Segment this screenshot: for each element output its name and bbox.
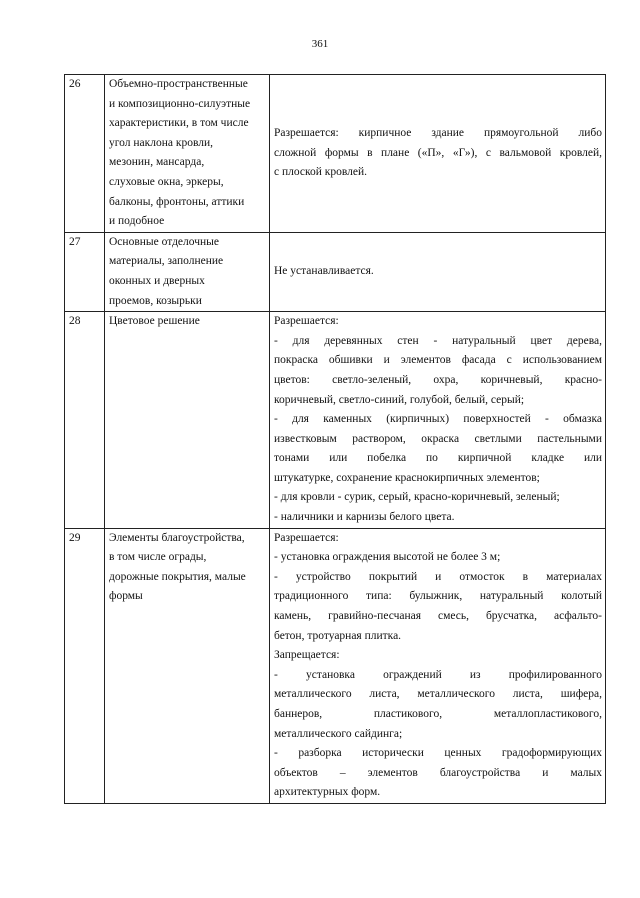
regulations-table	[64, 74, 606, 804]
requirement-line: покраска обшивки и элементов фасада с использованием	[274, 354, 602, 367]
requirement-line: камень, гравийно-песчаная смесь, брусчатка, асфальто-	[274, 610, 602, 623]
requirement-line: бетон, тротуарная плитка.	[274, 629, 402, 642]
requirement-line: - для каменных (кирпичных) поверхностей - обмазка	[274, 413, 602, 426]
requirement-line: металлического листа, металлического листа, шифера,	[274, 688, 602, 701]
requirement-cell	[270, 312, 606, 529]
requirement-line: Разрешается:	[274, 315, 339, 328]
requirement-line: - для деревянных стен - натуральный цвет дерева,	[274, 334, 602, 347]
requirement-line: тонами или побелка по кирпичной кладке или	[274, 452, 602, 465]
parameter-line: оконных и дверных	[109, 274, 205, 287]
table-row	[65, 312, 606, 529]
requirement-line: металлического сайдинга;	[274, 727, 403, 740]
row-number-cell: 26	[65, 75, 105, 233]
row-number-cell: 28	[65, 312, 105, 529]
requirement-line: баннеров, пластикового, металлопластикового,	[274, 708, 602, 720]
parameter-cell	[105, 312, 270, 529]
requirement-line: коричневый, светло-синий, голубой, белый, серый;	[274, 393, 525, 406]
requirement-line: традиционного типа: булыжник, натуральный колотый	[274, 590, 602, 603]
parameter-line: проемов, козырьки	[109, 294, 202, 307]
parameter-cell	[105, 528, 270, 803]
requirement-line: - разборка исторически ценных градоформирующих	[274, 747, 602, 760]
parameter-line: характеристики, в том числе	[109, 117, 249, 130]
parameter-line: угол наклона кровли,	[109, 136, 213, 149]
parameter-line: Цветовое решение	[109, 315, 200, 328]
parameter-line: Основные отделочные	[109, 235, 219, 248]
requirement-line: Не устанавливается.	[274, 265, 374, 278]
requirement-line: Разрешается: кирпичное здание прямоугольной либо	[274, 126, 602, 139]
table-row	[65, 232, 606, 311]
parameter-line: и композиционно-силуэтные	[109, 97, 251, 110]
requirement-line: с плоской кровлей.	[274, 166, 368, 179]
parameter-line: Элементы благоустройства,	[109, 531, 245, 544]
requirement-line: штукатурке, сохранение краснокирпичных элементов;	[274, 471, 540, 484]
row-number-cell: 27	[65, 232, 105, 311]
parameter-line: мезонин, мансарда,	[109, 156, 205, 169]
parameter-line: формы	[109, 590, 143, 603]
parameter-cell	[105, 75, 270, 233]
parameter-line: Объемно-пространственные	[109, 78, 248, 90]
requirement-line: - установка ограждений из профилированного	[274, 668, 602, 681]
requirement-line: - установка ограждения высотой не более 3 м;	[274, 551, 501, 564]
requirement-cell	[270, 528, 606, 803]
parameter-line: дорожные покрытия, малые	[109, 570, 246, 583]
requirement-line: - наличники и карнизы белого цвета.	[274, 511, 455, 524]
requirement-line: Запрещается:	[274, 649, 340, 662]
requirement-line: архитектурных форм.	[274, 786, 381, 799]
parameter-line: материалы, заполнение	[109, 255, 224, 268]
parameter-line: в том числе ограды,	[109, 551, 207, 564]
row-number-cell: 29	[65, 528, 105, 803]
parameter-line: и подобное	[109, 215, 165, 228]
requirement-line: цветов: светло-зеленый, охра, коричневый, красно-	[274, 373, 602, 386]
requirement-cell	[270, 232, 606, 311]
page-number: 361	[311, 38, 329, 50]
requirement-line: известковым раствором, окраска светлыми пастельными	[274, 432, 602, 445]
requirement-line: - устройство покрытий и отмосток в материалах	[274, 570, 602, 583]
parameter-line: балконы, фронтоны, аттики	[109, 195, 245, 208]
table-row	[65, 75, 606, 233]
requirement-cell	[270, 75, 606, 233]
parameter-cell	[105, 232, 270, 311]
table-row	[65, 528, 606, 803]
requirement-line: Разрешается:	[274, 531, 339, 544]
requirement-line: - для кровли - сурик, серый, красно-коричневый, зеленый;	[274, 491, 560, 504]
requirement-line: сложной формы в плане («П», «Г»), с вальмовой кровлей,	[274, 146, 602, 159]
parameter-line: слуховые окна, эркеры,	[109, 175, 224, 188]
requirement-line: объектов – элементов благоустройства и малых	[274, 766, 602, 779]
